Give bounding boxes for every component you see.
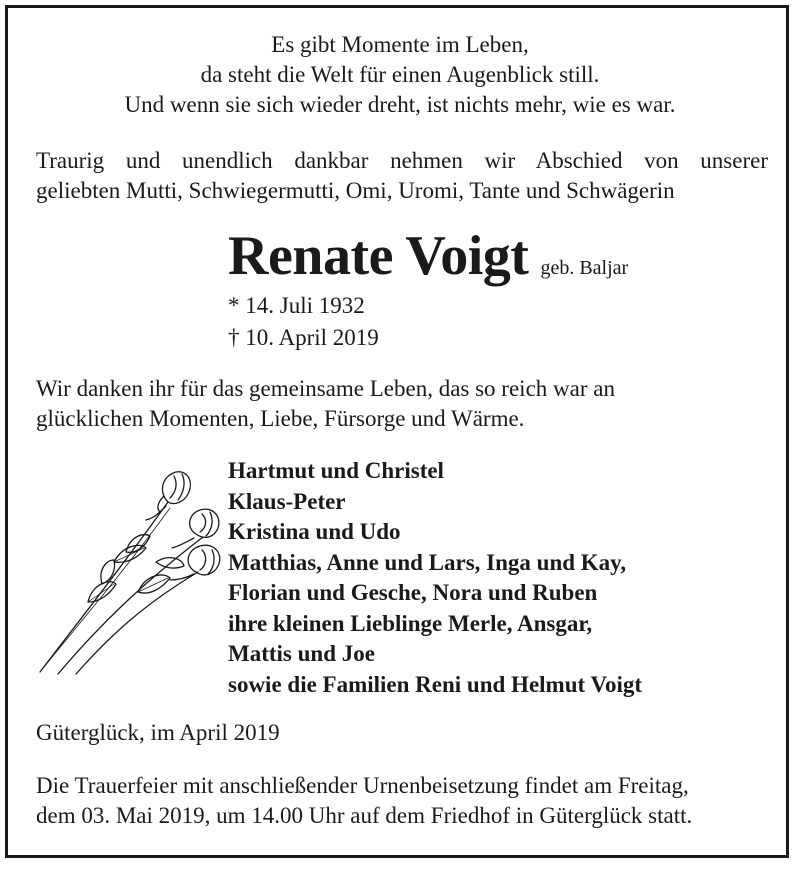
family-line: Klaus-Peter <box>228 488 346 514</box>
deceased-name-block <box>228 224 628 288</box>
life-dates <box>228 290 379 354</box>
poem <box>0 30 800 120</box>
funeral-line: Die Trauerfeier mit anschließender Urnenbeisetzung findet am Freitag, <box>36 773 689 798</box>
deceased-name: Renate Voigt <box>228 225 529 287</box>
family-line: Mattis und Joe <box>228 641 375 666</box>
family-line: Florian und Gesche, Nora und Ruben <box>228 580 598 605</box>
poem-line: da steht die Welt für einen Augenblick still. <box>200 62 600 87</box>
family-line: sowie die Familien Reni und Helmut Voigt <box>228 671 643 697</box>
birth-date: * 14. Juli 1932 <box>228 293 365 318</box>
intro-line: Traurig und unendlich dankbar nehmen wir Abschied von unserer <box>36 148 768 173</box>
funeral-line: dem 03. Mai 2019, um 14.00 Uhr auf dem Friedhof in Güterglück statt. <box>36 803 693 828</box>
family-list <box>228 456 642 700</box>
thanks-text <box>36 374 736 434</box>
roses-illustration <box>18 462 228 682</box>
family-line: Matthias, Anne und Lars, Inga und Kay, <box>228 549 627 575</box>
poem-line: Es gibt Momente im Leben, <box>271 32 529 57</box>
family-line: Hartmut und Christel <box>228 458 444 483</box>
funeral-info <box>36 771 768 831</box>
intro-text <box>36 146 768 206</box>
birth-name: geb. Baljar <box>540 257 629 279</box>
intro-line: geliebten Mutti, Schwiegermutti, Omi, Uromi, Tante und Schwägerin <box>36 178 675 203</box>
family-line: ihre kleinen Lieblinge Merle, Ansgar, <box>228 610 593 636</box>
poem-line: Und wenn sie sich wieder dreht, ist nichts mehr, wie es war. <box>124 92 676 117</box>
place-date: Güterglück, im April 2019 <box>36 720 280 745</box>
thanks-line: Wir danken ihr für das gemeinsame Leben, das so reich war an <box>36 376 615 401</box>
death-date: † 10. April 2019 <box>228 325 379 350</box>
family-line: Kristina und Udo <box>228 519 401 544</box>
thanks-line: glücklichen Momenten, Liebe, Fürsorge und Wärme. <box>36 406 525 431</box>
